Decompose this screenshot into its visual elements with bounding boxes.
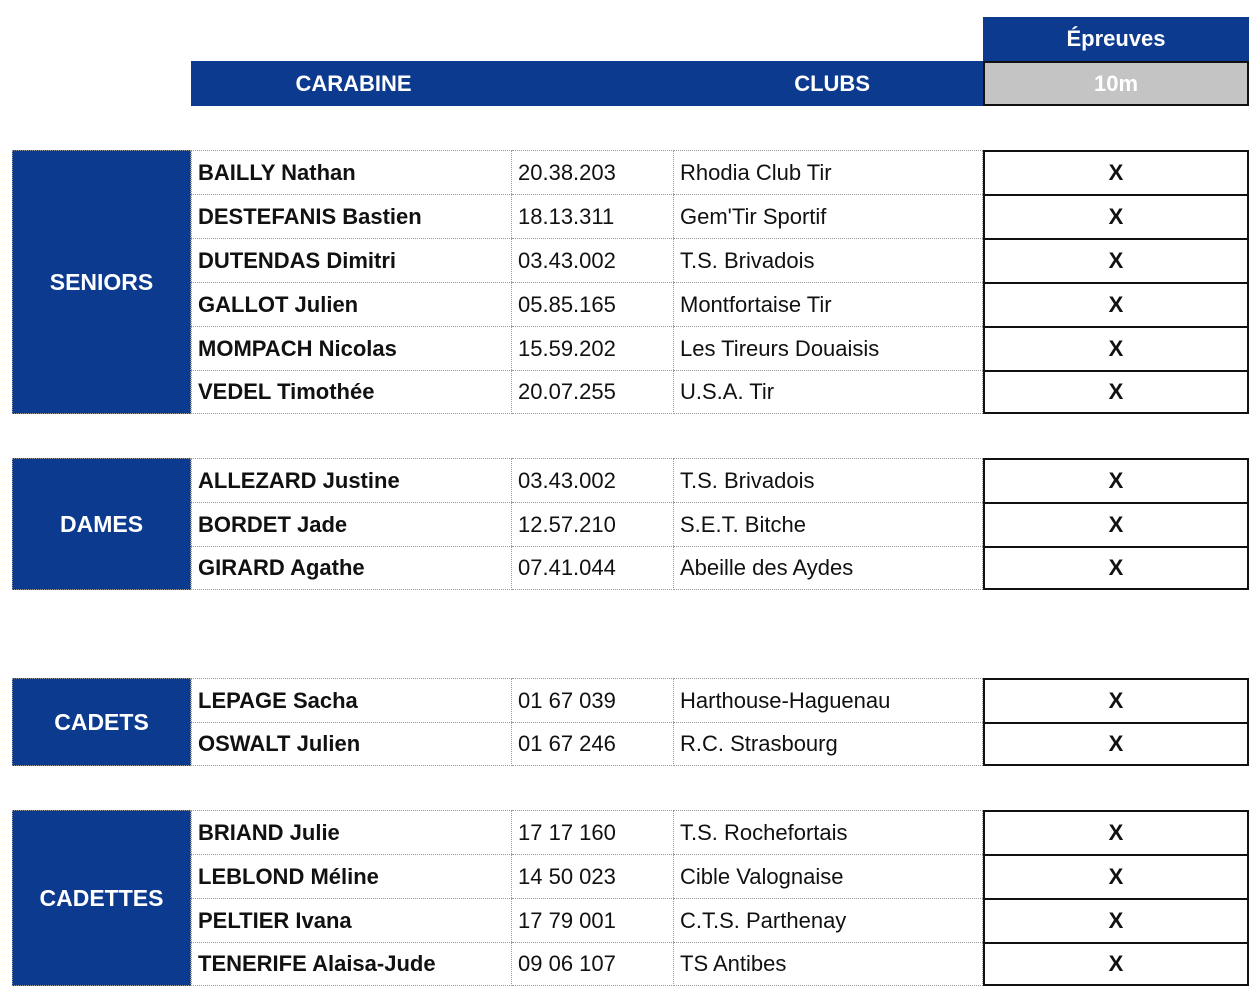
license-number: 20.38.203	[512, 150, 674, 194]
event-mark: X	[983, 370, 1249, 414]
athlete-name: LEBLOND Méline	[191, 854, 512, 898]
license-number: 15.59.202	[512, 326, 674, 370]
club-name: Harthouse-Haguenau	[674, 678, 983, 722]
event-mark: X	[983, 326, 1249, 370]
club-name: T.S. Brivadois	[674, 238, 983, 282]
category-label: DAMES	[12, 458, 191, 590]
event-mark: X	[983, 854, 1249, 898]
club-name: T.S. Brivadois	[674, 458, 983, 502]
club-name: Cible Valognaise	[674, 854, 983, 898]
club-name: TS Antibes	[674, 942, 983, 986]
club-name: T.S. Rochefortais	[674, 810, 983, 854]
table-row	[191, 942, 1249, 986]
table-row	[191, 810, 1249, 854]
epreuves-header: Épreuves	[983, 17, 1249, 61]
license-number: 07.41.044	[512, 546, 674, 590]
license-number: 05.85.165	[512, 282, 674, 326]
athlete-name: VEDEL Timothée	[191, 370, 512, 414]
category-label: CADETTES	[12, 810, 191, 986]
club-name: Abeille des Aydes	[674, 546, 983, 590]
event-mark: X	[983, 458, 1249, 502]
club-name: U.S.A. Tir	[674, 370, 983, 414]
carabine-header: CARABINE	[191, 61, 516, 106]
license-number: 17 79 001	[512, 898, 674, 942]
athlete-name: GIRARD Agathe	[191, 546, 512, 590]
club-name: Montfortaise Tir	[674, 282, 983, 326]
category-label: CADETS	[12, 678, 191, 766]
event-mark: X	[983, 546, 1249, 590]
license-number: 17 17 160	[512, 810, 674, 854]
table-row	[191, 898, 1249, 942]
event-mark: X	[983, 194, 1249, 238]
athlete-name: ALLEZARD Justine	[191, 458, 512, 502]
table-row	[191, 150, 1249, 194]
category-label: SENIORS	[12, 150, 191, 414]
athlete-name: BAILLY Nathan	[191, 150, 512, 194]
event-mark: X	[983, 678, 1249, 722]
license-number: 01 67 246	[512, 722, 674, 766]
license-number: 09 06 107	[512, 942, 674, 986]
event-mark: X	[983, 722, 1249, 766]
athlete-name: LEPAGE Sacha	[191, 678, 512, 722]
event-mark: X	[983, 238, 1249, 282]
athlete-name: DUTENDAS Dimitri	[191, 238, 512, 282]
athlete-name: MOMPACH Nicolas	[191, 326, 512, 370]
athlete-name: OSWALT Julien	[191, 722, 512, 766]
club-name: Les Tireurs Douaisis	[674, 326, 983, 370]
event-mark: X	[983, 282, 1249, 326]
table-row	[191, 678, 1249, 722]
table-row	[191, 722, 1249, 766]
license-number: 03.43.002	[512, 238, 674, 282]
athlete-name: DESTEFANIS Bastien	[191, 194, 512, 238]
club-name: Rhodia Club Tir	[674, 150, 983, 194]
athlete-name: BORDET Jade	[191, 502, 512, 546]
athlete-name: PELTIER Ivana	[191, 898, 512, 942]
club-name: R.C. Strasbourg	[674, 722, 983, 766]
event-mark: X	[983, 942, 1249, 986]
club-name: C.T.S. Parthenay	[674, 898, 983, 942]
athlete-name: TENERIFE Alaisa-Jude	[191, 942, 512, 986]
license-number: 20.07.255	[512, 370, 674, 414]
event-10m-header: 10m	[983, 61, 1249, 106]
license-number: 14 50 023	[512, 854, 674, 898]
event-mark: X	[983, 810, 1249, 854]
table-row	[191, 282, 1249, 326]
license-number: 12.57.210	[512, 502, 674, 546]
license-number: 03.43.002	[512, 458, 674, 502]
event-mark: X	[983, 502, 1249, 546]
license-number: 01 67 039	[512, 678, 674, 722]
event-mark: X	[983, 150, 1249, 194]
table-row	[191, 326, 1249, 370]
table-row	[191, 458, 1249, 502]
club-name: Gem'Tir Sportif	[674, 194, 983, 238]
table-row	[191, 194, 1249, 238]
athlete-name: GALLOT Julien	[191, 282, 512, 326]
clubs-header: CLUBS	[516, 61, 983, 106]
club-name: S.E.T. Bitche	[674, 502, 983, 546]
table-row	[191, 238, 1249, 282]
event-mark: X	[983, 898, 1249, 942]
table-row	[191, 546, 1249, 590]
athlete-name: BRIAND Julie	[191, 810, 512, 854]
table-row	[191, 502, 1249, 546]
license-number: 18.13.311	[512, 194, 674, 238]
table-row	[191, 370, 1249, 414]
table-row	[191, 854, 1249, 898]
